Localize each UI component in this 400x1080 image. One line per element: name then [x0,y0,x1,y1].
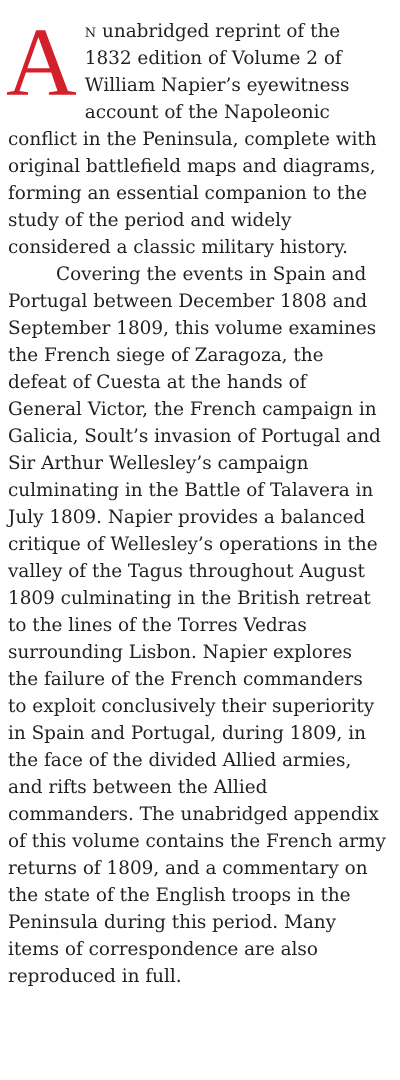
small-caps-letter: n [84,21,97,42]
blurb-paragraph-1 [6,9,386,261]
blurb-paragraph-1-text: unabridged reprint of the 1832 edition of Volume 2 of William Napier’s eyewitness account of the Napoleonic conflict in the Peninsula, complete with original battlefield maps and diagrams, forming an essential companion to the study of the period and widely considered a classic military history. [8,21,377,258]
drop-cap-letter: A [6,9,77,117]
blurb-paragraph-2: Covering the events in Spain and Portugal between December 1808 and September 1809, this volume examines the French siege of Zaragoza, the defeat of Cuesta at the hands of General Victor, the French campaign in Galicia, Soult’s invasion of Portugal and Sir Arthur Wellesley’s campaign culminating in the Battle of Talavera in July 1809. Napier provides a balanced critique of Wellesley’s operations in the valley of the Tagus throughout August 1809 culminating in the British retreat to the lines of the Torres Vedras surrounding Lisbon. Napier explores the failure of the French commanders to exploit conclusively their superiority in Spain and Portugal, during 1809, in the face of the divided Allied armies, and rifts between the Allied commanders. The unabridged appendix of this volume contains the French army returns of 1809, and a commentary on the state of the English troops in the Peninsula during this period. Many items of correspondence are also reproduced in full. [8,264,386,987]
